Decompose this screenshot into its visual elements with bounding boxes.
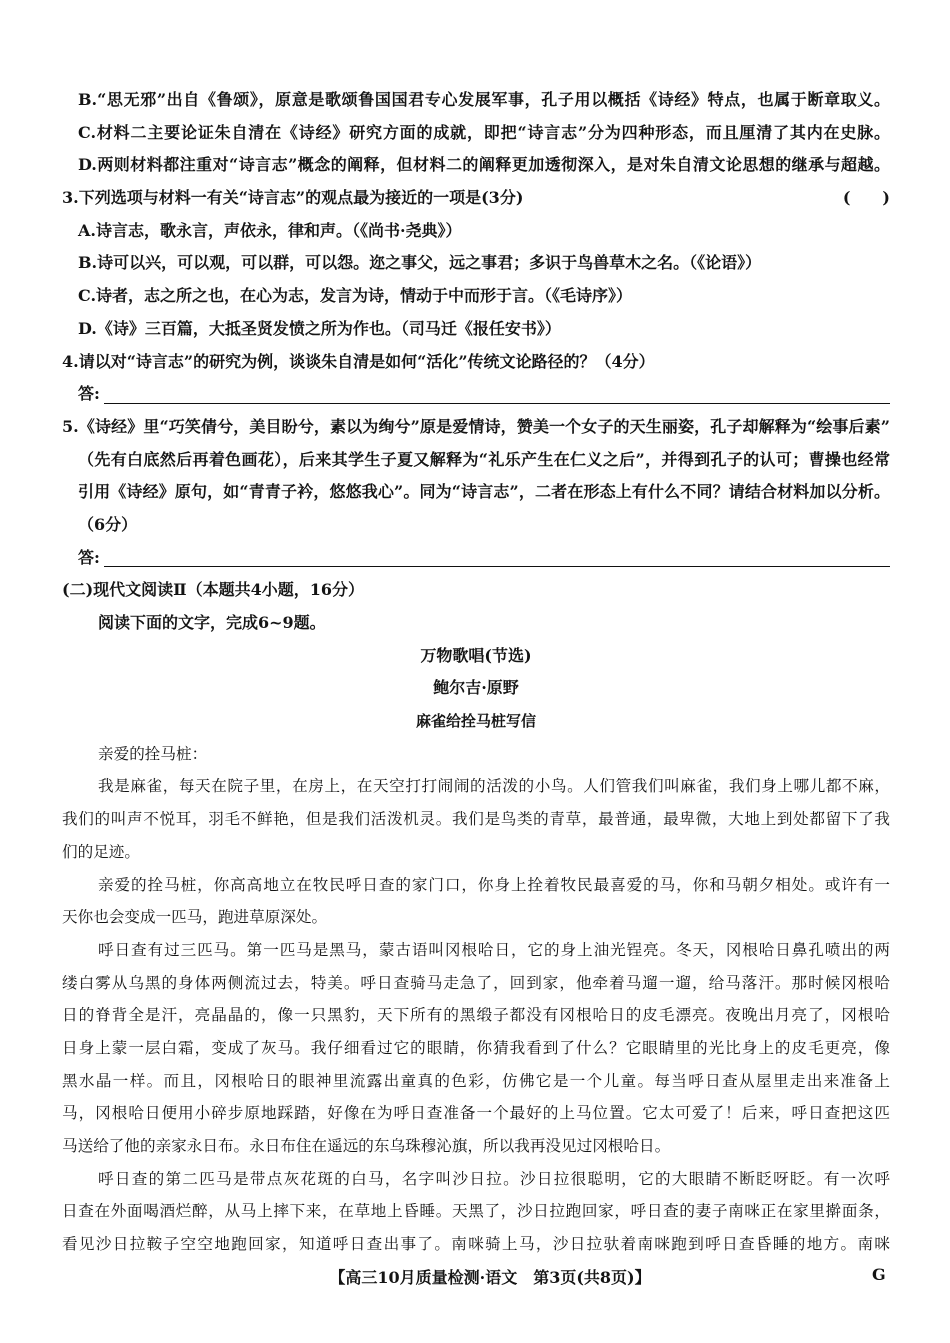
passage-paragraph [62, 934, 890, 1163]
passage-line: 马送给了他的亲家永日布。永日布住在遥远的东乌珠穆沁旗，所以我再没见过冈根哈日。 [62, 1137, 671, 1155]
passage-line: 缕白雾从乌黑的身体两侧流过去，特美。呼日查骑马走急了，回到家，他牵着马遛一遛，给马落汗。那时候冈根哈 [62, 973, 890, 992]
q5-line-4: （6分） [78, 514, 138, 534]
q4-stem: 4.请以对“诗言志”的研究为例，谈谈朱自清是如何“活化”传统文论路径的？（4分） [62, 351, 655, 371]
q3-option-c: C.诗者，志之所之也，在心为志，发言为诗，情动于中而形于言。（《毛诗序》） [78, 286, 633, 306]
q2-option-c: C.材料二主要论证朱自清在《诗经》研究方面的成就，即把“诗言志”分为四种形态，而且厘清了其内在史脉。 [78, 122, 890, 142]
q2-option-d: D.两则材料都注重对“诗言志”概念的阐释，但材料二的阐释更加透彻深入，是对朱自清文论思想的继承与超越。 [78, 155, 890, 175]
passage-title: 万物歌唱(节选) [420, 645, 532, 665]
passage-line: 亲爱的拴马桩，你高高地立在牧民呼日查的家门口，你身上拴着牧民最喜爱的马，你和马朝夕相处。或许有一 [98, 875, 890, 894]
q4-answer-line[interactable] [62, 378, 890, 411]
passage-salutation: 亲爱的拴马桩： [98, 744, 208, 763]
q3-stem: 3.下列选项与材料一有关“诗言志”的观点最为接近的一项是(3分) [62, 188, 524, 208]
q5-line-2: （先有白底然后再着色画花），后来其学生子夏又解释为“礼乐产生在仁义之后”，并得到孔子的认可；曹操也经常 [78, 449, 890, 469]
passage-paragraph [62, 869, 890, 934]
passage-line: 我们的叫声不悦耳，羽毛不鲜艳，但是我们活泼机灵。我们是鸟类的青草，最普通，最卑微，大地上到处都留下了我 [62, 810, 890, 829]
page-footer [0, 1265, 950, 1289]
section-instruction: 阅读下面的文字，完成6~9题。 [98, 613, 326, 632]
passage-line: 呼日查的第二匹马是带点灰花斑的白马，名字叫沙日拉。沙日拉很聪明，它的大眼睛不断眨呀眨。有一次呼 [98, 1169, 890, 1188]
passage-paragraph [62, 770, 890, 868]
passage-subtitle: 麻雀给拴马桩写信 [415, 712, 536, 731]
passage-line: 黑水晶一样。而且，冈根哈日的眼神里流露出童真的色彩，仿佛它是一个儿童。每当呼日查从屋里走出来准备上 [62, 1071, 890, 1090]
q3-option-d: D.《诗》三百篇，大抵圣贤发愤之所为作也。（司马迁《报任安书》） [78, 318, 561, 338]
q5-line-1: 5.《诗经》里“巧笑倩兮，美目盼兮，素以为绚兮”原是爱情诗，赞美一个女子的天生丽姿，孔子却解释为“绘事后素” [62, 416, 890, 436]
q5-answer-line[interactable] [62, 542, 890, 575]
q4-answer-rule[interactable] [104, 385, 890, 404]
q5-answer-rule[interactable] [104, 548, 890, 567]
exam-page [62, 84, 890, 1261]
passage-line: 看见沙日拉鞍子空空地跑回家，知道呼日查出事了。南咪骑上马，沙日拉驮着南咪跑到呼日查昏睡的地方。南咪 [62, 1235, 890, 1254]
passage-author: 鲍尔吉·原野 [433, 678, 519, 698]
passage-line: 我是麻雀，每天在院子里，在房上，在天空打打闹闹的活泼的小鸟。人们管我们叫麻雀，我们身上哪儿都不麻， [98, 777, 890, 796]
q3-answer-blank[interactable]: ( ) [842, 188, 890, 208]
passage-paragraph [62, 1163, 890, 1261]
passage-line: 呼日查有过三匹马。第一匹马是黑马，蒙古语叫冈根哈日，它的身上油光锃亮。冬天，冈根哈日鼻孔喷出的两 [98, 940, 890, 959]
q2-option-b: B.“思无邪”出自《鲁颂》，原意是歌颂鲁国国君专心发展军事，孔子用以概括《诗经》特点，也属于断章取义。 [78, 90, 890, 109]
q4-answer-label: 答: [78, 384, 100, 404]
passage-line: 日查在外面喝酒烂醉，从马上摔下来，在草地上昏睡。天黑了，沙日拉跑回家，呼日查的妻子南咪正在家里擀面条， [62, 1202, 890, 1221]
footer-page-info: 【高三10月质量检测·语文 第3页(共8页)】 [329, 1268, 651, 1287]
footer-version: G [872, 1265, 886, 1284]
q3-option-a: A.诗言志，歌永言，声依永，律和声。（《尚书·尧典》） [78, 220, 462, 240]
passage-line: 们的足迹。 [62, 842, 140, 861]
passage-line: 天你也会变成一匹马，跑进草原深处。 [62, 908, 328, 927]
q5-line-3: 引用《诗经》原句，如“青青子衿，悠悠我心”。同为“诗言志”，二者在形态上有什么不同？请结合材料加以分析。 [78, 482, 890, 502]
passage-line: 日的脊背全是汗，亮晶晶的，像一只黑豹，天下所有的黑缎子都没有冈根哈日的皮毛漂亮。夜晚出月亮了，冈根哈 [62, 1006, 890, 1025]
passage-line: 马，冈根哈日便用小碎步原地踩踏，好像在为呼日查准备一个最好的上马位置。它太可爱了！后来，呼日查把这匹 [62, 1104, 890, 1123]
q3-option-b: B.诗可以兴，可以观，可以群，可以怨。迩之事父，远之事君；多识于鸟兽草木之名。（《论语》） [78, 253, 762, 273]
passage-line: 日身上蒙一层白霜，变成了灰马。我仔细看过它的眼睛，你猜我看到了什么？它眼睛里的光比身上的皮毛更亮，像 [62, 1038, 890, 1057]
q5-answer-label: 答: [78, 547, 100, 567]
section-heading: (二)现代文阅读Ⅱ（本题共4小题，16分） [62, 580, 365, 600]
q3-stem-row [62, 182, 890, 215]
